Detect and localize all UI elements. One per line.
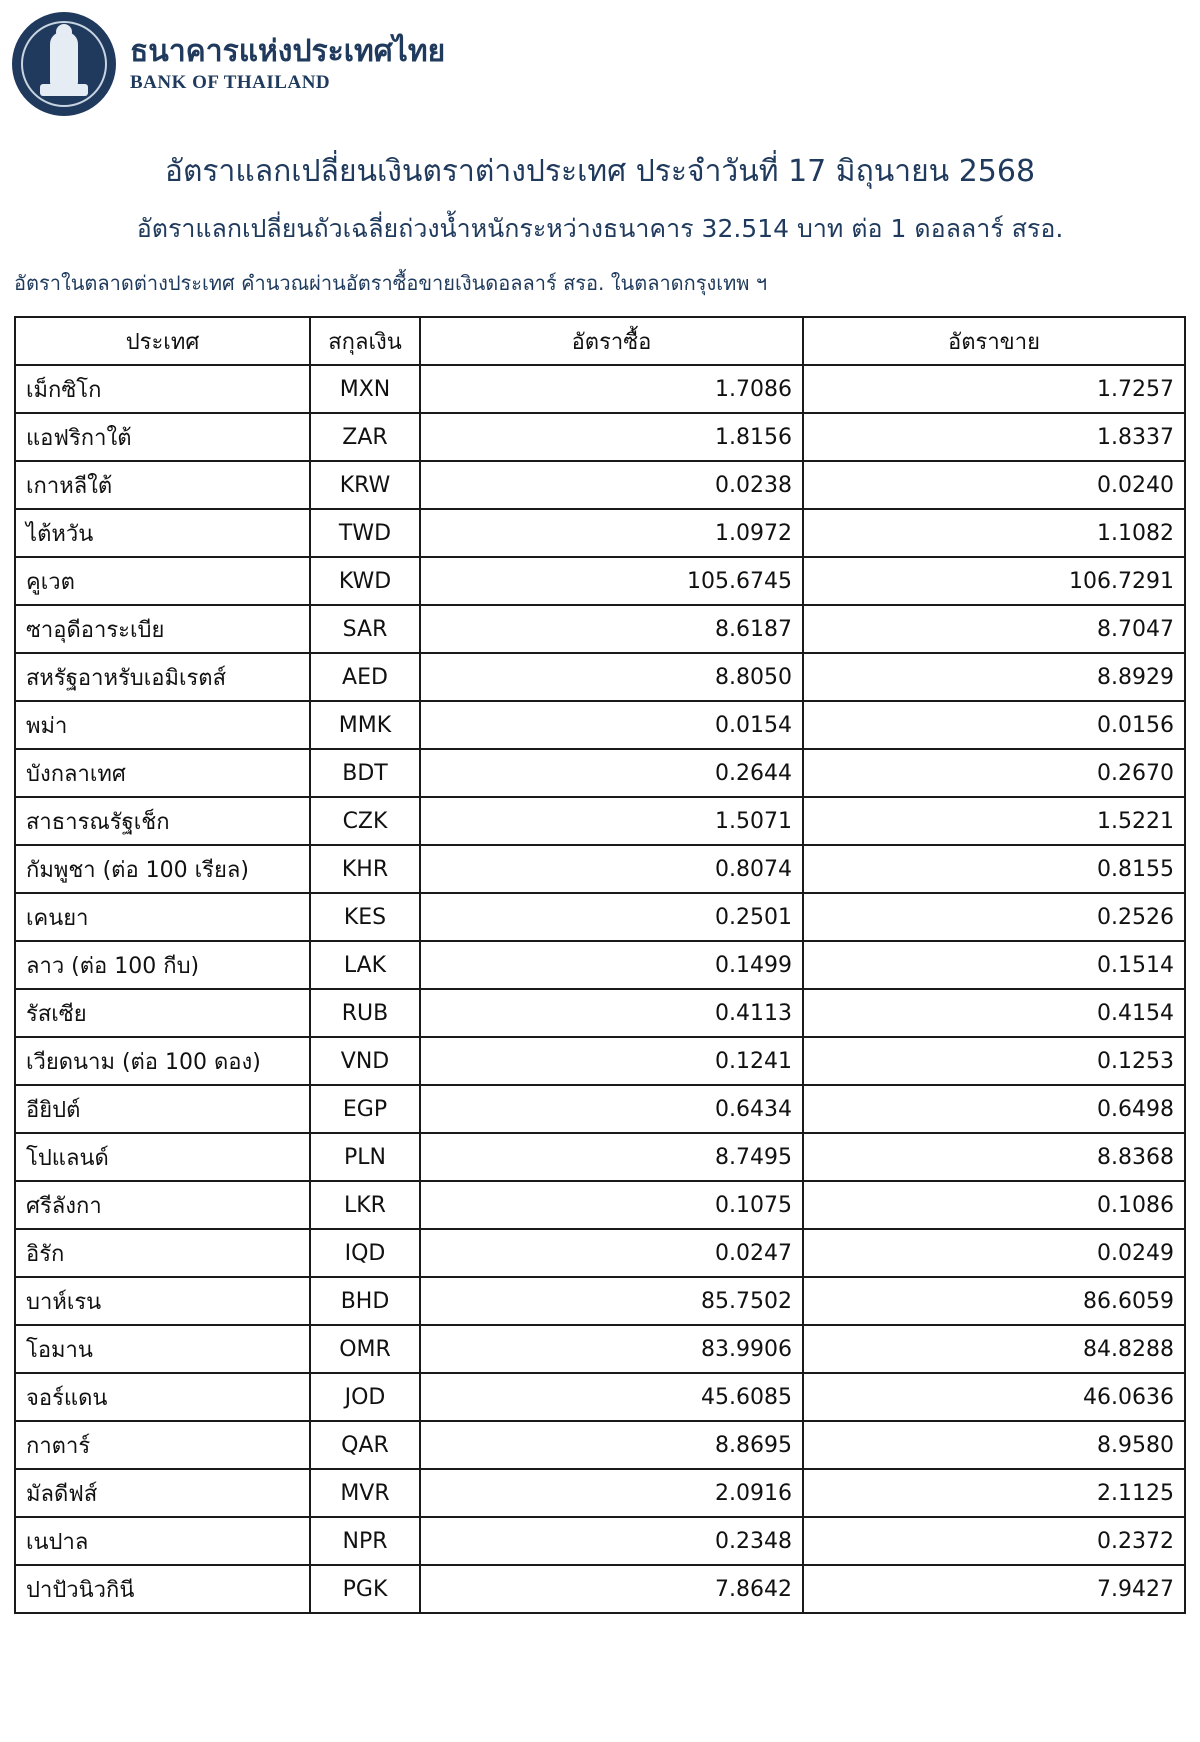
country-cell: เกาหลีใต้ [15, 461, 310, 509]
table-row [15, 1133, 1185, 1181]
currency-code-cell: IQD [310, 1229, 420, 1277]
currency-code-cell: RUB [310, 989, 420, 1037]
buy-rate-cell: 0.8074 [420, 845, 803, 893]
brand-name [130, 33, 445, 95]
currency-code-cell: TWD [310, 509, 420, 557]
sell-rate-cell: 0.1253 [803, 1037, 1185, 1085]
table-row [15, 1565, 1185, 1613]
buy-rate-cell: 0.0154 [420, 701, 803, 749]
buy-rate-cell: 0.6434 [420, 1085, 803, 1133]
table-row [15, 749, 1185, 797]
currency-code-cell: AED [310, 653, 420, 701]
buy-rate-cell: 1.7086 [420, 365, 803, 413]
buy-rate-cell: 0.0247 [420, 1229, 803, 1277]
sell-rate-cell: 0.0249 [803, 1229, 1185, 1277]
buy-rate-cell: 0.1075 [420, 1181, 803, 1229]
sell-rate-cell: 8.7047 [803, 605, 1185, 653]
currency-code-cell: LKR [310, 1181, 420, 1229]
buy-rate-cell: 8.8050 [420, 653, 803, 701]
column-header-country: ประเทศ [15, 317, 310, 365]
buy-rate-cell: 1.5071 [420, 797, 803, 845]
column-header-sell-rate: อัตราขาย [803, 317, 1185, 365]
country-cell: โปแลนด์ [15, 1133, 310, 1181]
table-row [15, 893, 1185, 941]
table-row [15, 1469, 1185, 1517]
country-cell: อียิปต์ [15, 1085, 310, 1133]
country-cell: คูเวต [15, 557, 310, 605]
sell-rate-cell: 8.9580 [803, 1421, 1185, 1469]
buy-rate-cell: 2.0916 [420, 1469, 803, 1517]
currency-code-cell: KES [310, 893, 420, 941]
currency-code-cell: OMR [310, 1325, 420, 1373]
sell-rate-cell: 0.6498 [803, 1085, 1185, 1133]
sell-rate-cell: 1.1082 [803, 509, 1185, 557]
buy-rate-cell: 8.8695 [420, 1421, 803, 1469]
currency-code-cell: KRW [310, 461, 420, 509]
buy-rate-cell: 0.4113 [420, 989, 803, 1037]
table-row [15, 797, 1185, 845]
sell-rate-cell: 0.2526 [803, 893, 1185, 941]
country-cell: กัมพูชา (ต่อ 100 เรียล) [15, 845, 310, 893]
sell-rate-cell: 8.8368 [803, 1133, 1185, 1181]
sell-rate-cell: 84.8288 [803, 1325, 1185, 1373]
sell-rate-cell: 0.2372 [803, 1517, 1185, 1565]
country-cell: เม็กซิโก [15, 365, 310, 413]
sell-rate-cell: 86.6059 [803, 1277, 1185, 1325]
country-cell: สหรัฐอาหรับเอมิเรตส์ [15, 653, 310, 701]
currency-code-cell: NPR [310, 1517, 420, 1565]
table-header-row [15, 317, 1185, 365]
column-header-buy-rate: อัตราซื้อ [420, 317, 803, 365]
country-cell: พม่า [15, 701, 310, 749]
currency-code-cell: KWD [310, 557, 420, 605]
sell-rate-cell: 0.4154 [803, 989, 1185, 1037]
table-row [15, 1181, 1185, 1229]
buy-rate-cell: 8.7495 [420, 1133, 803, 1181]
currency-code-cell: PGK [310, 1565, 420, 1613]
buy-rate-cell: 83.9906 [420, 1325, 803, 1373]
country-cell: อิรัก [15, 1229, 310, 1277]
currency-code-cell: VND [310, 1037, 420, 1085]
buy-rate-cell: 85.7502 [420, 1277, 803, 1325]
sell-rate-cell: 7.9427 [803, 1565, 1185, 1613]
table-row [15, 941, 1185, 989]
exchange-rate-table [14, 316, 1186, 1614]
table-row [15, 1517, 1185, 1565]
buy-rate-cell: 0.0238 [420, 461, 803, 509]
sell-rate-cell: 1.8337 [803, 413, 1185, 461]
sell-rate-cell: 2.1125 [803, 1469, 1185, 1517]
table-row [15, 1421, 1185, 1469]
sell-rate-cell: 8.8929 [803, 653, 1185, 701]
table-row [15, 1085, 1185, 1133]
currency-code-cell: BHD [310, 1277, 420, 1325]
table-row [15, 605, 1185, 653]
page-subtitle: อัตราแลกเปลี่ยนถัวเฉลี่ยถ่วงน้ำหนักระหว่างธนาคาร 32.514 บาท ต่อ 1 ดอลลาร์ สรอ. [136, 214, 1064, 243]
currency-code-cell: MXN [310, 365, 420, 413]
country-cell: แอฟริกาใต้ [15, 413, 310, 461]
header [12, 10, 445, 118]
buy-rate-cell: 0.1241 [420, 1037, 803, 1085]
table-row [15, 365, 1185, 413]
bank-of-thailand-seal-logo [12, 12, 116, 116]
table-row [15, 1037, 1185, 1085]
buy-rate-cell: 0.2501 [420, 893, 803, 941]
buy-rate-cell: 0.2644 [420, 749, 803, 797]
country-cell: มัลดีฟส์ [15, 1469, 310, 1517]
sell-rate-cell: 0.0240 [803, 461, 1185, 509]
buy-rate-cell: 105.6745 [420, 557, 803, 605]
brand-name-english: BANK OF THAILAND [130, 72, 331, 93]
sell-rate-cell: 0.2670 [803, 749, 1185, 797]
currency-code-cell: CZK [310, 797, 420, 845]
table-row [15, 557, 1185, 605]
page-title: อัตราแลกเปลี่ยนเงินตราต่างประเทศ ประจำวันที่ 17 มิถุนายน 2568 [164, 154, 1036, 189]
country-cell: โอมาน [15, 1325, 310, 1373]
currency-code-cell: JOD [310, 1373, 420, 1421]
buy-rate-cell: 1.0972 [420, 509, 803, 557]
table-body [15, 365, 1185, 1613]
table-row [15, 461, 1185, 509]
table-row [15, 1325, 1185, 1373]
sell-rate-cell: 0.1514 [803, 941, 1185, 989]
currency-code-cell: EGP [310, 1085, 420, 1133]
column-header-currency: สกุลเงิน [310, 317, 420, 365]
currency-code-cell: KHR [310, 845, 420, 893]
currency-code-cell: LAK [310, 941, 420, 989]
country-cell: บาห์เรน [15, 1277, 310, 1325]
country-cell: จอร์แดน [15, 1373, 310, 1421]
table-row [15, 1373, 1185, 1421]
buy-rate-cell: 7.8642 [420, 1565, 803, 1613]
sell-rate-cell: 1.7257 [803, 365, 1185, 413]
buy-rate-cell: 45.6085 [420, 1373, 803, 1421]
country-cell: กาตาร์ [15, 1421, 310, 1469]
currency-code-cell: BDT [310, 749, 420, 797]
sell-rate-cell: 1.5221 [803, 797, 1185, 845]
sell-rate-cell: 0.1086 [803, 1181, 1185, 1229]
country-cell: ปาปัวนิวกินี [15, 1565, 310, 1613]
country-cell: สาธารณรัฐเช็ก [15, 797, 310, 845]
country-cell: เคนยา [15, 893, 310, 941]
currency-code-cell: MVR [310, 1469, 420, 1517]
currency-code-cell: PLN [310, 1133, 420, 1181]
rates-note: อัตราในตลาดต่างประเทศ คำนวณผ่านอัตราซื้อขายเงินดอลลาร์ สรอ. ในตลาดกรุงเทพ ฯ [14, 271, 768, 295]
country-cell: เวียดนาม (ต่อ 100 ดอง) [15, 1037, 310, 1085]
country-cell: รัสเซีย [15, 989, 310, 1037]
buy-rate-cell: 8.6187 [420, 605, 803, 653]
table-row [15, 413, 1185, 461]
table-row [15, 653, 1185, 701]
brand-name-thai: ธนาคารแห่งประเทศไทย [130, 34, 446, 69]
country-cell: ศรีลังกา [15, 1181, 310, 1229]
currency-code-cell: ZAR [310, 413, 420, 461]
table-row [15, 701, 1185, 749]
buy-rate-cell: 0.2348 [420, 1517, 803, 1565]
table-row [15, 509, 1185, 557]
currency-code-cell: QAR [310, 1421, 420, 1469]
sell-rate-cell: 106.7291 [803, 557, 1185, 605]
table-row [15, 989, 1185, 1037]
sell-rate-cell: 0.8155 [803, 845, 1185, 893]
table-row [15, 1229, 1185, 1277]
buy-rate-cell: 1.8156 [420, 413, 803, 461]
country-cell: บังกลาเทศ [15, 749, 310, 797]
country-cell: ไต้หวัน [15, 509, 310, 557]
country-cell: เนปาล [15, 1517, 310, 1565]
currency-code-cell: MMK [310, 701, 420, 749]
country-cell: ซาอุดีอาระเบีย [15, 605, 310, 653]
table-row [15, 1277, 1185, 1325]
table-row [15, 845, 1185, 893]
buy-rate-cell: 0.1499 [420, 941, 803, 989]
sell-rate-cell: 46.0636 [803, 1373, 1185, 1421]
country-cell: ลาว (ต่อ 100 กีบ) [15, 941, 310, 989]
sell-rate-cell: 0.0156 [803, 701, 1185, 749]
currency-code-cell: SAR [310, 605, 420, 653]
